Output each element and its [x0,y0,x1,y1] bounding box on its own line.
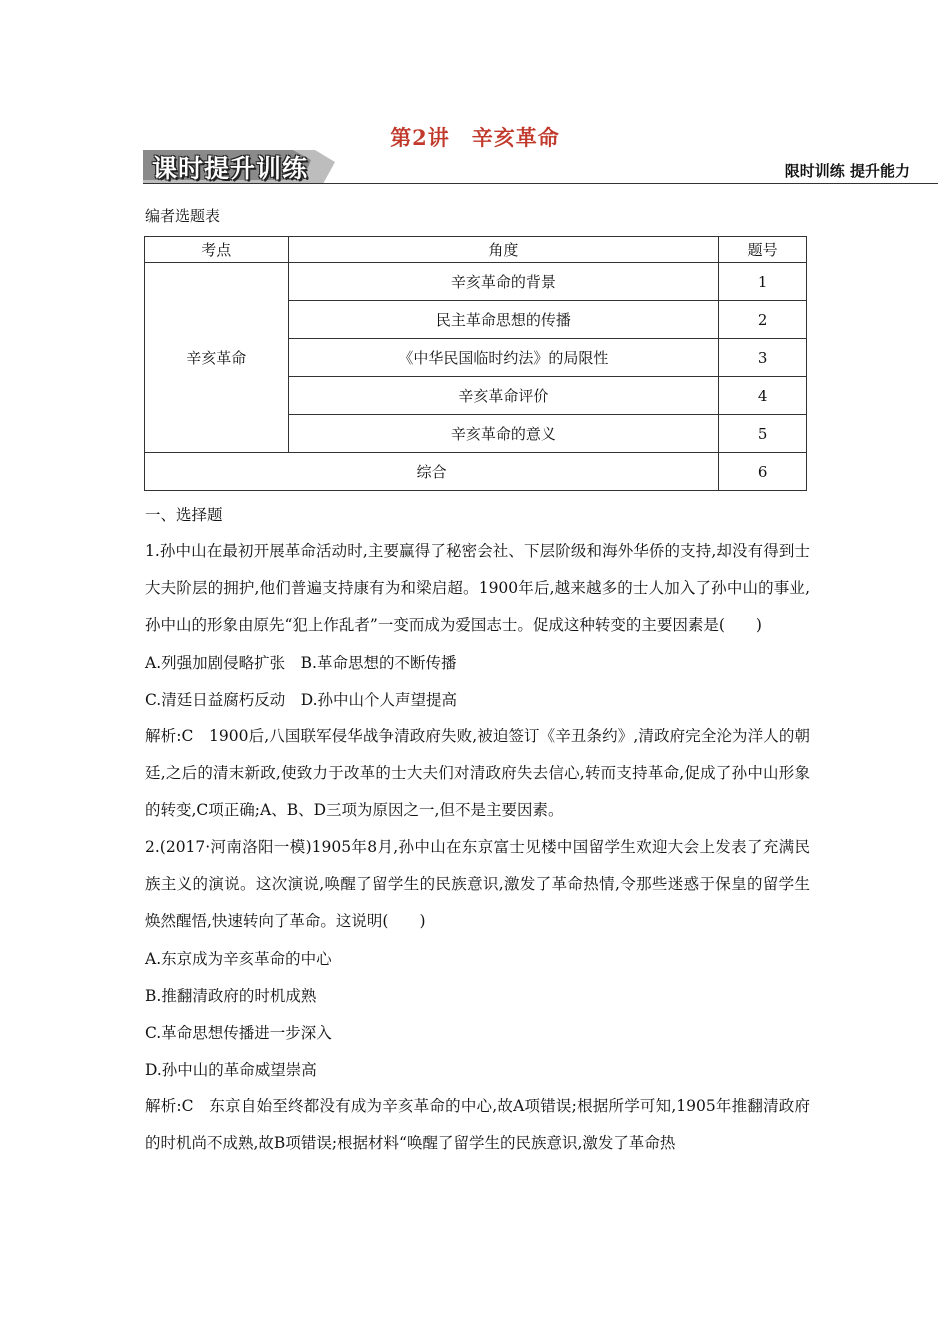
number-cell: 3 [719,339,807,377]
section-heading: 一、选择题 [145,505,223,524]
question-2-option: D.孙中山的革命威望崇高 [145,1060,317,1079]
column-header: 角度 [288,237,719,263]
header-slogan: 限时训练 提升能力 [784,162,910,180]
number-cell: 2 [719,301,807,339]
number-cell: 6 [719,453,807,491]
column-header: 题号 [719,237,807,263]
column-header: 考点 [145,237,289,263]
table-header-row [145,237,807,263]
question-2-option: B.推翻清政府的时机成熟 [145,986,317,1005]
angle-cell: 辛亥革命的意义 [288,415,719,453]
question-2-option: A.东京成为辛亥革命的中心 [145,949,332,968]
page-title: 第2讲 辛亥革命 [390,125,560,150]
question-1-options: A.列强加剧侵略扩张 B.革命思想的不断传播 [145,653,457,672]
number-cell: 4 [719,377,807,415]
angle-cell: 民主革命思想的传播 [288,301,719,339]
question-1-analysis: 解析:C 1900后,八国联军侵华战争清政府失败,被迫签订《辛丑条约》,清政府完全沦为洋人的朝廷,之后的清末新政,使致力于改革的士大夫们对清政府失去信心,转而支持革命,促成了孙中山形象的转变,C项正确;A、B、D三项为原因之一,但不是主要因素。 [145,727,810,819]
number-cell: 1 [719,263,807,301]
summary-cell: 综合 [145,453,719,491]
table-row [145,453,807,491]
angle-cell: 《中华民国临时约法》的局限性 [288,339,719,377]
angle-cell: 辛亥革命的背景 [288,263,719,301]
table-caption: 编者选题表 [145,207,221,225]
angle-cell: 辛亥革命评价 [288,377,719,415]
question-1-options: C.清廷日益腐朽反动 D.孙中山个人声望提高 [145,690,458,709]
question-2-option: C.革命思想传播进一步深入 [145,1023,332,1042]
question-content [145,496,810,1162]
question-2-analysis: 解析:C 东京自始至终都没有成为辛亥革命的中心,故A项错误;根据所学可知,1905年推翻清政府的时机尚不成熟,故B项错误;根据材料“唤醒了留学生的民族意识,激发了革命热 [145,1097,810,1152]
question-2-stem: 2.(2017·河南洛阳一模)1905年8月,孙中山在东京富士见楼中国留学生欢迎大会上发表了充满民族主义的演说。这次演说,唤醒了留学生的民族意识,激发了革命热情,令那些迷惑于保皇的留学生焕然醒悟,快速转向了革命。这说明( ) [145,838,810,930]
group-cell: 辛亥革命 [145,263,289,453]
header-divider [143,183,938,184]
header-label: 课时提升训练 [152,154,309,183]
topic-table [144,236,807,491]
question-1-stem: 1.孙中山在最初开展革命活动时,主要赢得了秘密会社、下层阶级和海外华侨的支持,却没有得到士大夫阶层的拥护,他们普遍支持康有为和梁启超。1900年后,越来越多的士人加入了孙中山的事业,孙中山的形象由原先“犯上作乱者”一变而成为爱国志士。促成这种转变的主要因素是( ) [145,542,810,634]
table-row [145,263,807,301]
number-cell: 5 [719,415,807,453]
